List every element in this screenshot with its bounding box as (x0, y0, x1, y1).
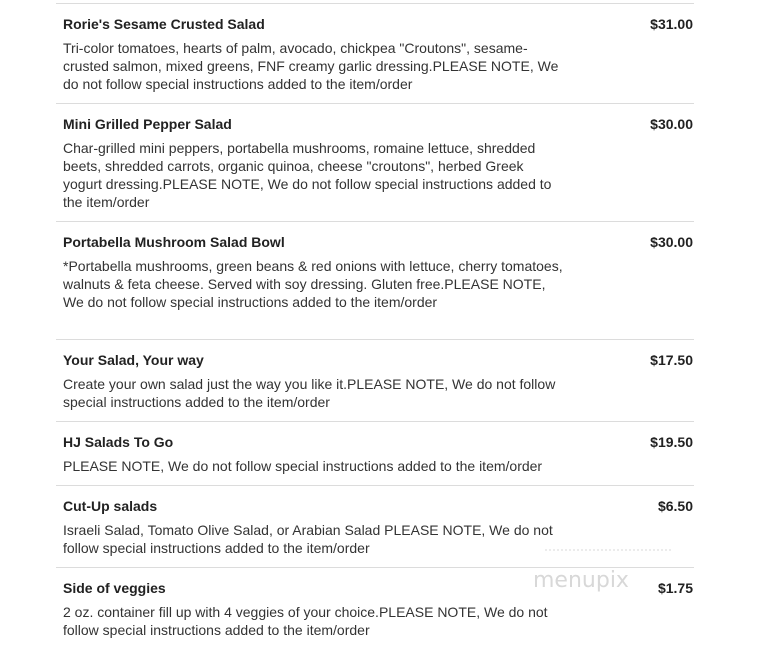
item-price: $30.00 (650, 116, 693, 132)
menu-item[interactable] (56, 421, 694, 485)
menu-item[interactable] (56, 221, 694, 339)
item-description: Tri-color tomatoes, hearts of palm, avocado, chickpea "Croutons", sesame-crusted salmon, mixed greens, FNF creamy garlic dressing.PLEASE NOTE, We do not follow special instructions added to the item/order (63, 40, 559, 92)
item-description: Israeli Salad, Tomato Olive Salad, or Arabian Salad PLEASE NOTE, We do not follow special instructions added to the item/order (63, 522, 553, 556)
item-price: $31.00 (650, 16, 693, 32)
item-price: $30.00 (650, 234, 693, 250)
item-name: Portabella Mushroom Salad Bowl (63, 234, 285, 250)
item-description: Char-grilled mini peppers, portabella mushrooms, romaine lettuce, shredded beets, shredded carrots, organic quinoa, cheese "croutons", herbed Greek yogurt dressing.PLEASE NOTE, We do not follow special instructions added to the item/order (63, 140, 552, 210)
item-name: Your Salad, Your way (63, 352, 204, 368)
watermark: menupix (533, 568, 629, 593)
item-price: $19.50 (650, 434, 693, 450)
menu-item[interactable] (56, 485, 694, 567)
item-price: $17.50 (650, 352, 693, 368)
item-price: $1.75 (657, 580, 693, 596)
item-name: Cut-Up salads (63, 498, 158, 514)
item-description: Create your own salad just the way you like it.PLEASE NOTE, We do not follow special instructions added to the item/order (63, 376, 556, 410)
item-description: PLEASE NOTE, We do not follow special instructions added to the item/order (63, 458, 543, 474)
menu-item[interactable] (56, 103, 694, 221)
item-name: Side of veggies (63, 580, 166, 596)
item-name: Mini Grilled Pepper Salad (63, 116, 232, 132)
menu-item[interactable] (56, 3, 694, 103)
item-name: Rorie's Sesame Crusted Salad (63, 16, 265, 32)
item-description: 2 oz. container fill up with 4 veggies of your choice.PLEASE NOTE, We do not follow special instructions added to the item/order (63, 604, 548, 638)
menu-list (56, 3, 694, 649)
item-price: $6.50 (657, 498, 693, 514)
item-name: HJ Salads To Go (63, 434, 174, 450)
item-description: *Portabella mushrooms, green beans & red onions with lettuce, cherry tomatoes, walnuts & feta cheese. Served with soy dressing. Gluten free.PLEASE NOTE, We do not follow special instructions added to the item/order (63, 258, 563, 310)
watermark-decoration (545, 549, 671, 551)
menu-item[interactable] (56, 339, 694, 421)
